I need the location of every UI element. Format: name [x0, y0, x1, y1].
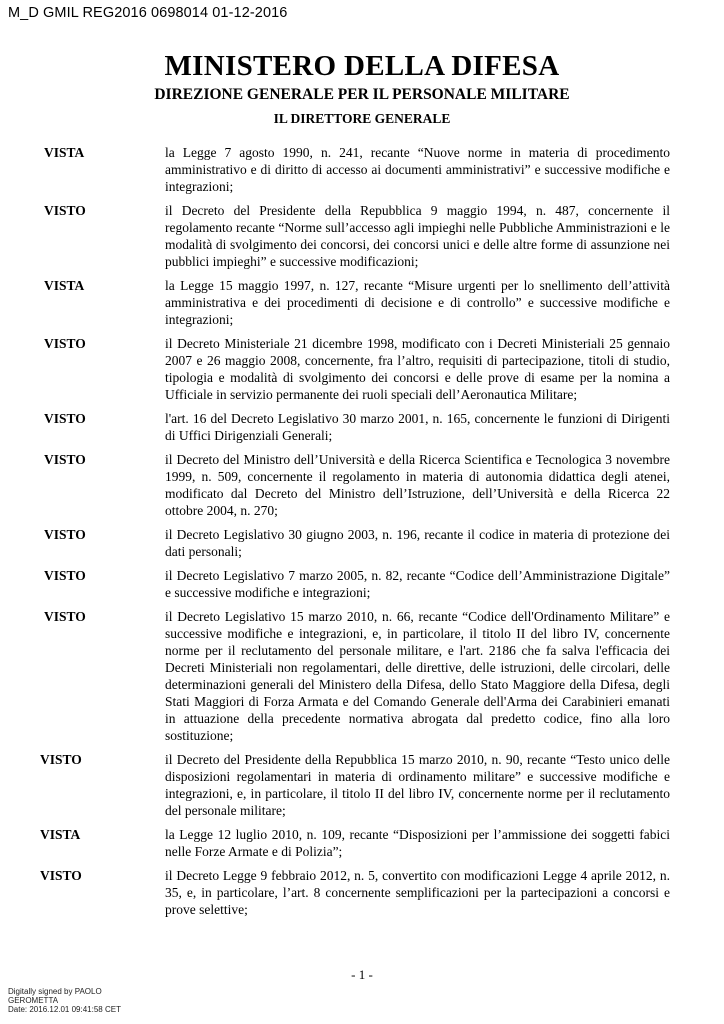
premise-keyword: VISTO	[44, 609, 86, 624]
premises-list	[0, 144, 724, 925]
premise-entry	[0, 867, 724, 918]
premise-keyword: VISTO	[44, 336, 86, 351]
premise-entry	[0, 608, 724, 744]
signature-date: Date: 2016.12.01 09:41:58 CET	[8, 1005, 121, 1014]
premise-text: la Legge 12 luglio 2010, n. 109, recante “Disposizioni per l’ammissione dei soggetti fabici nelle Forze Armate e di Polizia”;	[165, 827, 670, 859]
direction-title: DIREZIONE GENERALE PER IL PERSONALE MILITARE	[154, 86, 570, 103]
premise-entry	[0, 410, 724, 444]
premise-text: il Decreto del Presidente della Repubblica 9 maggio 1994, n. 487, concernente il regolamento recante “Norme sull’accesso agli impieghi nelle Pubbliche Amministrazioni e le modalità di svolgimento dei concorsi, dei concorsi unici e delle altre forme di assunzione nei pubblici impieghi” e successive modificazioni;	[165, 203, 670, 269]
premise-keyword: VISTO	[44, 452, 86, 467]
premise-entry	[0, 451, 724, 519]
digital-signature	[8, 987, 121, 1014]
premise-entry	[0, 335, 724, 403]
premise-text: l'art. 16 del Decreto Legislativo 30 marzo 2001, n. 165, concernente le funzioni di Dirigenti di Uffici Dirigenziali Generali;	[165, 411, 670, 443]
premise-keyword: VISTO	[40, 868, 82, 883]
premise-text: la Legge 15 maggio 1997, n. 127, recante “Misure urgenti per lo snellimento dell’attività amministrativa e dei procedimenti di decisione e di controllo” e successive modifiche e integrazioni;	[165, 278, 670, 327]
premise-keyword: VISTA	[44, 145, 85, 160]
premise-keyword: VISTA	[40, 827, 81, 842]
premise-keyword: VISTO	[44, 527, 86, 542]
premise-keyword: VISTO	[44, 203, 86, 218]
premise-text: il Decreto Legislativo 7 marzo 2005, n. 82, recante “Codice dell’Amministrazione Digitale” e successive modifiche e integrazioni;	[165, 568, 670, 600]
premise-entry	[0, 826, 724, 860]
protocol-number: M_D GMIL REG2016 0698014 01-12-2016	[8, 5, 288, 21]
premise-text: il Decreto Legislativo 15 marzo 2010, n. 66, recante “Codice dell'Ordinamento Militare” e successive modifiche e integrazioni, e, in particolare, il titolo II del libro IV, concernente norme per il reclutamento del personale militare, e l'art. 2186 che fa salva l'efficacia dei Decreti Ministeriali non regolamentari, delle direttive, delle istruzioni, delle circolari, delle determinazioni generali del Ministero della Difesa, dello Stato Maggiore della Difesa, degli Stati Maggiori di Forza Armata e del Comando Generale dell'Arma dei Carabinieri emanati in attuazione della precedente normativa abrogata dal predetto codice, fino alla loro sostituzione;	[165, 609, 670, 743]
premise-entry	[0, 277, 724, 328]
ministry-title: MINISTERO DELLA DIFESA	[164, 50, 560, 82]
premise-text: la Legge 7 agosto 1990, n. 241, recante “Nuove norme in materia di procedimento amministrativo e di diritto di accesso ai documenti amministrativi” e successive modifiche e integrazioni;	[165, 145, 670, 194]
premise-entry	[0, 751, 724, 819]
premise-entry	[0, 202, 724, 270]
premise-text: il Decreto Legge 9 febbraio 2012, n. 5, convertito con modificazioni Legge 4 aprile 2012, n. 35, e, in particolare, l’art. 8 concernente semplificazioni per la partecipazioni a concorsi e prove selettive;	[165, 868, 670, 917]
premise-keyword: VISTO	[40, 752, 82, 767]
premise-keyword: VISTA	[44, 278, 85, 293]
premise-text: il Decreto Legislativo 30 giugno 2003, n. 196, recante il codice in materia di protezione dei dati personali;	[165, 527, 670, 559]
premise-keyword: VISTO	[44, 568, 86, 583]
premise-entry	[0, 526, 724, 560]
premise-text: il Decreto Ministeriale 21 dicembre 1998, modificato con i Decreti Ministeriali 25 gennaio 2007 e 26 maggio 2008, concernente, fra l’altro, requisiti di partecipazione, titoli di studio, tipologia e modalità di svolgimento dei concorsi e delle prove di esame per la nomina a Ufficiale in servizio permanente dei ruoli speciali dell’Aeronautica Militare;	[165, 336, 670, 402]
premise-entry	[0, 567, 724, 601]
premise-entry	[0, 144, 724, 195]
premise-keyword: VISTO	[44, 411, 86, 426]
premise-text: il Decreto del Ministro dell’Università e della Ricerca Scientifica e Tecnologica 3 novembre 1999, n. 509, concernente il regolamento in materia di autonomia didattica degli atenei, modificato dal Decreto del Ministro dell’Istruzione, dell’Università e della Ricerca 22 ottobre 2004, n. 270;	[165, 452, 670, 518]
signature-line: Digitally signed by PAOLO	[8, 987, 102, 996]
page-number: - 1 -	[351, 967, 373, 982]
premise-text: il Decreto del Presidente della Repubblica 15 marzo 2010, n. 90, recante “Testo unico delle disposizioni regolamentari in materia di ordinamento militare” e successive modifiche e integrazioni, e, in particolare, il titolo II del libro IV, concernente norme per il reclutamento del personale militare;	[165, 752, 670, 818]
signature-line: GEROMETTA	[8, 996, 59, 1005]
director-title: IL DIRETTORE GENERALE	[273, 111, 451, 126]
